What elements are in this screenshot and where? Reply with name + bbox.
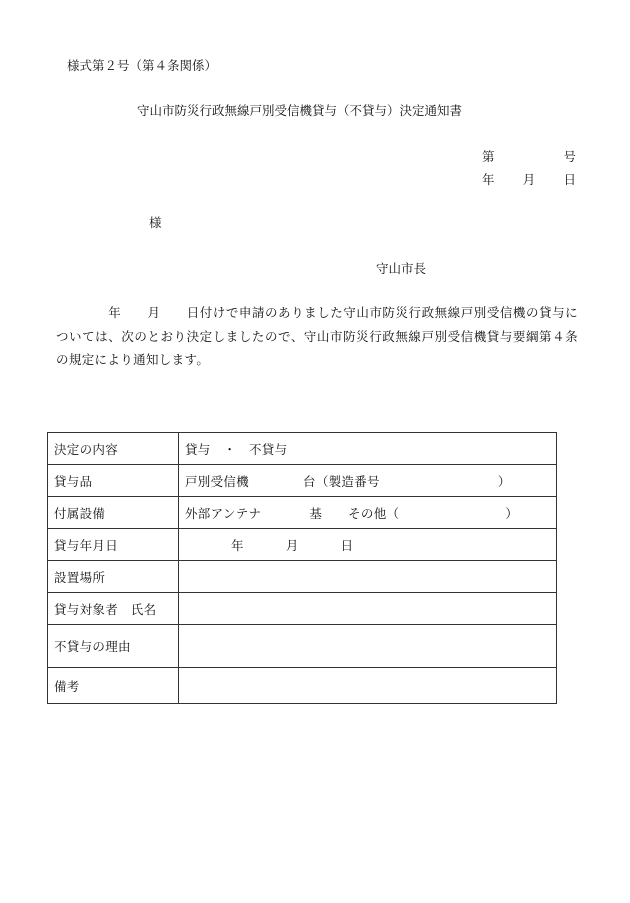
loan-item-label: 貸与品 [48, 465, 179, 497]
document-date-month: 月 [522, 172, 536, 187]
table-row-location [48, 561, 557, 593]
accessories-other: その他（ [348, 505, 400, 521]
body-month: 月 [147, 305, 161, 320]
table-row-accessories [48, 497, 557, 529]
document-date-year: 年 [482, 172, 495, 187]
document-number-suffix: 号 [563, 149, 576, 164]
decision-value: 貸与 ・ 不貸与 [179, 433, 557, 465]
table-row-refusal-reason [48, 625, 557, 668]
accessories-item: 外部アンテナ [185, 505, 262, 521]
loan-item-value [179, 465, 557, 497]
recipient-name-label: 貸与対象者 氏名 [48, 593, 179, 625]
accessories-close: ） [505, 505, 519, 521]
table-row-decision [48, 433, 557, 465]
document-date-day: 日 [563, 172, 576, 187]
table-row-recipient-name [48, 593, 557, 625]
notice-body [56, 301, 578, 372]
accessories-label: 付属設備 [48, 497, 179, 529]
loan-item-unit: 台（製造番号 [303, 473, 380, 489]
document-date [482, 170, 576, 188]
table-row-loan-date [48, 529, 557, 561]
document-title: 守山市防災行政無線戸別受信機貸与（不貸与）決定通知書 [137, 103, 463, 118]
location-value [179, 561, 557, 593]
accessories-unit: 基 [309, 505, 323, 521]
recipient-honorific: 様 [149, 215, 162, 230]
accessories-value [179, 497, 557, 529]
loan-date-month: 月 [285, 537, 299, 553]
remarks-label: 備考 [48, 668, 179, 704]
loan-item-name: 戸別受信機 [185, 473, 250, 489]
details-table [47, 432, 557, 704]
loan-item-close: ） [497, 473, 511, 489]
body-text: 日付けで申請のありました守山市防災行政無線戸別受信機の貸与については、次のとおり決定しましたので、守山市防災行政無線戸別受信機貸与要綱第４条の規定により通知します。 [56, 305, 578, 367]
sender: 守山市長 [376, 261, 427, 276]
loan-date-year: 年 [231, 537, 244, 553]
document-number-prefix: 第 [482, 149, 495, 164]
table-row-loan-item [48, 465, 557, 497]
refusal-reason-label: 不貸与の理由 [48, 625, 179, 668]
refusal-reason-value [179, 625, 557, 668]
table-row-remarks [48, 668, 557, 704]
form-number: 様式第２号（第４条関係） [67, 58, 218, 73]
loan-date-label: 貸与年月日 [48, 529, 179, 561]
location-label: 設置場所 [48, 561, 179, 593]
remarks-value [179, 668, 557, 704]
decision-label: 決定の内容 [48, 433, 179, 465]
recipient-name-value [179, 593, 557, 625]
body-year: 年 [108, 305, 122, 320]
loan-date-day: 日 [340, 537, 354, 553]
loan-date-value [179, 529, 557, 561]
document-number [482, 147, 576, 165]
